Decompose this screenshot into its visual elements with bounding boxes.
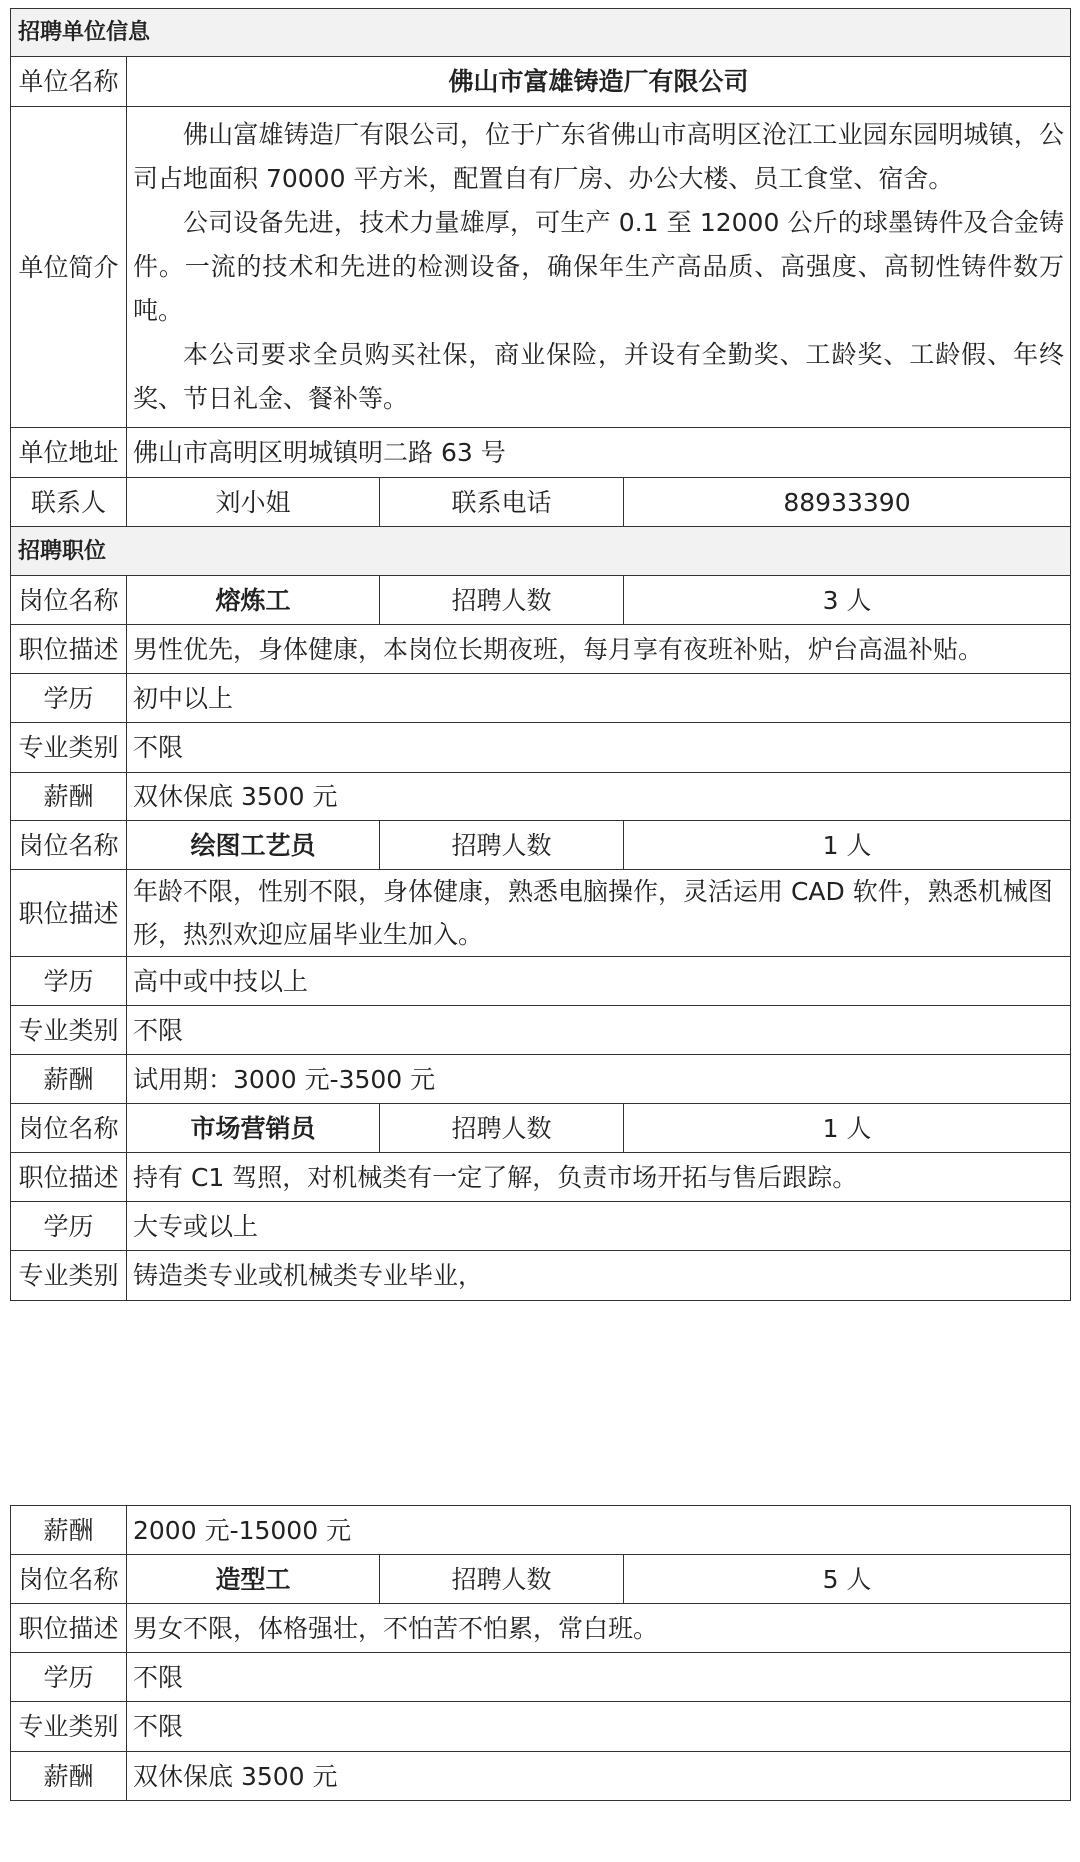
job-edu: 大专或以上	[127, 1202, 1071, 1251]
job-major: 铸造类专业或机械类专业毕业，	[127, 1251, 1071, 1301]
recruitment-table-part2	[10, 1505, 1071, 1801]
job-salary: 双休保底 3500 元	[127, 1752, 1071, 1801]
job-desc-label: 职位描述	[11, 870, 127, 957]
job-edu-label: 学历	[11, 674, 127, 723]
job-count-label: 招聘人数	[380, 1104, 624, 1153]
job-desc-label: 职位描述	[11, 1153, 127, 1202]
job-desc-label: 职位描述	[11, 625, 127, 674]
contact-name: 刘小姐	[127, 478, 380, 527]
job-edu: 初中以上	[127, 674, 1071, 723]
job-title: 市场营销员	[127, 1104, 380, 1153]
job-desc: 持有 C1 驾照，对机械类有一定了解，负责市场开拓与售后跟踪。	[127, 1153, 1071, 1202]
job-salary-label: 薪酬	[11, 1506, 127, 1555]
job-edu-label: 学历	[11, 1202, 127, 1251]
job-count-label: 招聘人数	[380, 576, 624, 625]
company-address-label: 单位地址	[11, 428, 127, 478]
company-intro	[127, 107, 1071, 428]
job-salary: 2000 元-15000 元	[127, 1506, 1071, 1555]
job-count-label: 招聘人数	[380, 1555, 624, 1604]
job-major-label: 专业类别	[11, 1251, 127, 1301]
phone-number: 88933390	[624, 478, 1071, 527]
section-title-jobs: 招聘职位	[11, 527, 1071, 576]
intro-paragraph: 公司设备先进，技术力量雄厚，可生产 0.1 至 12000 公斤的球墨铸件及合金铸件。一流的技术和先进的检测设备，确保年生产高品质、高强度、高韧性铸件数万吨。	[133, 208, 1065, 325]
intro-paragraph: 佛山富雄铸造厂有限公司，位于广东省佛山市高明区沧江工业园东园明城镇，公司占地面积 70000 平方米，配置自有厂房、办公大楼、员工食堂、宿舍。	[133, 120, 1065, 193]
company-name-label: 单位名称	[11, 57, 127, 107]
job-desc: 男性优先，身体健康，本岗位长期夜班，每月享有夜班补贴，炉台高温补贴。	[127, 625, 1071, 674]
recruitment-table-part1	[10, 8, 1071, 1301]
job-title: 熔炼工	[127, 576, 380, 625]
job-edu: 不限	[127, 1653, 1071, 1702]
job-count: 1 人	[624, 1104, 1071, 1153]
job-edu: 高中或中技以上	[127, 957, 1071, 1006]
job-salary-label: 薪酬	[11, 1055, 127, 1104]
job-major-label: 专业类别	[11, 1006, 127, 1055]
job-title-label: 岗位名称	[11, 821, 127, 870]
job-count: 3 人	[624, 576, 1071, 625]
job-desc-label: 职位描述	[11, 1604, 127, 1653]
job-count-label: 招聘人数	[380, 821, 624, 870]
job-title-label: 岗位名称	[11, 1104, 127, 1153]
job-major: 不限	[127, 723, 1071, 773]
job-salary-label: 薪酬	[11, 773, 127, 821]
job-major-label: 专业类别	[11, 723, 127, 773]
job-title-label: 岗位名称	[11, 576, 127, 625]
intro-paragraph: 本公司要求全员购买社保，商业保险，并设有全勤奖、工龄奖、工龄假、年终奖、节日礼金、餐补等。	[133, 340, 1065, 413]
job-edu-label: 学历	[11, 957, 127, 1006]
job-major: 不限	[127, 1702, 1071, 1752]
job-desc: 男女不限，体格强壮，不怕苦不怕累，常白班。	[127, 1604, 1071, 1653]
company-address: 佛山市高明区明城镇明二路 63 号	[127, 428, 1071, 478]
job-major: 不限	[127, 1006, 1071, 1055]
job-major-label: 专业类别	[11, 1702, 127, 1752]
job-title-label: 岗位名称	[11, 1555, 127, 1604]
section-title-company: 招聘单位信息	[11, 9, 1071, 57]
job-count: 5 人	[624, 1555, 1071, 1604]
job-salary-label: 薪酬	[11, 1752, 127, 1801]
company-name: 佛山市富雄铸造厂有限公司	[127, 57, 1071, 107]
job-salary: 试用期：3000 元-3500 元	[127, 1055, 1071, 1104]
job-desc: 年龄不限，性别不限，身体健康，熟悉电脑操作，灵活运用 CAD 软件，熟悉机械图形，热烈欢迎应届毕业生加入。	[127, 870, 1071, 957]
job-edu-label: 学历	[11, 1653, 127, 1702]
company-intro-label: 单位简介	[11, 107, 127, 428]
contact-label: 联系人	[11, 478, 127, 527]
job-title: 造型工	[127, 1555, 380, 1604]
job-salary: 双休保底 3500 元	[127, 773, 1071, 821]
job-count: 1 人	[624, 821, 1071, 870]
job-title: 绘图工艺员	[127, 821, 380, 870]
phone-label: 联系电话	[380, 478, 624, 527]
